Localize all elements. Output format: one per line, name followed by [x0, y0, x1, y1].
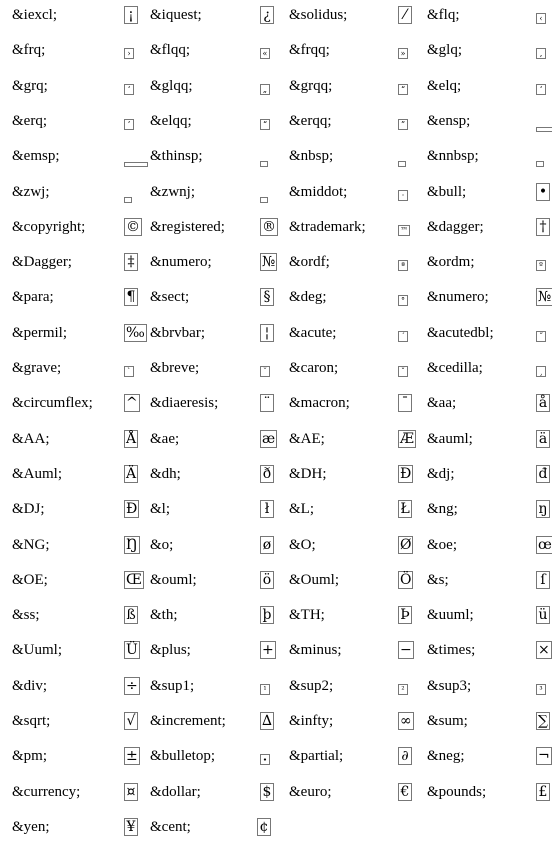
entity-name: &glqq;: [150, 77, 193, 94]
entity-name: &sqrt;: [12, 713, 51, 729]
entity-name: &ouml;: [150, 571, 197, 588]
entity-name: &flq;: [427, 7, 460, 23]
entity-glyph: ð: [260, 465, 274, 483]
entity-cell: [0, 144, 552, 179]
entity-glyph: Ŋ: [126, 536, 138, 553]
entity-name: &solidus;: [289, 7, 348, 23]
entity-name: &elq;: [427, 77, 462, 94]
entity-glyph: Þ: [398, 606, 412, 624]
entity-name: &dollar;: [150, 783, 201, 800]
entity-glyph: ¦: [260, 324, 274, 342]
entity-cell: [0, 638, 552, 673]
entity-name: &iexcl;: [12, 7, 57, 23]
entity-cell: [0, 321, 552, 356]
entity-cell: [0, 568, 552, 603]
entity-name: &trademark;: [289, 218, 366, 235]
entity-cell: [0, 109, 552, 144]
entity-glyph: ¨: [260, 394, 274, 412]
entity-name: &ng;: [427, 501, 458, 518]
entity-name: &sect;: [150, 289, 190, 306]
entity-name: &Ouml;: [289, 571, 340, 588]
entity-glyph: œ: [538, 536, 552, 553]
entity-glyph: ∞: [400, 713, 412, 729]
entity-glyph: ²: [398, 684, 408, 695]
entity-name: &increment;: [150, 713, 226, 729]
entity-glyph: ∑: [538, 713, 548, 729]
entity-name: &AE;: [289, 430, 325, 447]
entity-glyph: å: [536, 394, 550, 412]
entity-name: &para;: [12, 289, 54, 306]
entity-name: &minus;: [289, 642, 342, 659]
entity-name: &partial;: [289, 748, 344, 765]
entity-name: &circumflex;: [12, 395, 93, 412]
entity-glyph: ™: [400, 225, 408, 235]
entity-glyph: ¡: [124, 6, 138, 24]
entity-glyph: ä: [536, 430, 550, 448]
entity-name: &diaeresis;: [150, 395, 219, 412]
entity-name: &brvbar;: [150, 324, 205, 341]
entity-name: &bulletop;: [150, 748, 215, 765]
entity-cell: [0, 497, 552, 532]
entity-glyph: ‚: [536, 48, 546, 59]
entity-name: &numero;: [427, 289, 489, 306]
entity-glyph: Œ: [126, 571, 142, 588]
entity-glyph: †: [536, 218, 550, 236]
entity-glyph: ·: [398, 190, 408, 201]
entity-name: &times;: [427, 642, 476, 659]
entity-name: &sup3;: [427, 677, 472, 694]
entity-name: &o;: [150, 536, 174, 553]
entity-name: &euro;: [289, 783, 332, 800]
entity-name: &zwnj;: [150, 183, 195, 200]
entity-glyph: «: [260, 48, 270, 59]
entity-glyph: ’: [124, 119, 134, 130]
entity-name: &DH;: [289, 465, 327, 482]
entity-name: &DJ;: [12, 501, 45, 518]
entity-name: &ss;: [12, 607, 40, 624]
entity-cell: [0, 674, 552, 709]
entity-cell: [0, 603, 552, 638]
entity-glyph: þ: [260, 606, 274, 624]
entity-glyph: ”: [398, 119, 408, 130]
entity-name: &l;: [150, 501, 171, 518]
entity-name: &pounds;: [427, 783, 487, 800]
entity-name: &ordm;: [427, 254, 475, 271]
entity-name: &emsp;: [12, 148, 60, 165]
entity-name: &zwj;: [12, 183, 50, 200]
entity-glyph: ¬: [538, 748, 550, 765]
entity-name: &breve;: [150, 360, 200, 376]
entity-glyph: ^: [126, 395, 138, 412]
entity-glyph: £: [536, 783, 550, 801]
entity-name: &currency;: [12, 783, 81, 800]
entity-name: &macron;: [289, 395, 350, 412]
entity-cell: [0, 285, 552, 320]
entity-name: &permil;: [12, 324, 67, 341]
entity-name: &cent;: [150, 818, 191, 835]
entity-glyph: º: [536, 260, 546, 271]
entity-glyph: +: [262, 642, 274, 659]
entity-name: &O;: [289, 536, 316, 553]
entity-glyph: ÷: [126, 677, 138, 694]
entity-glyph: Đ: [126, 501, 138, 518]
entity-glyph: ¹: [260, 684, 270, 695]
entity-name: &Uuml;: [12, 642, 63, 659]
entity-name: &pm;: [12, 748, 48, 765]
entity-glyph: €: [398, 783, 412, 801]
entity-name: &caron;: [289, 360, 339, 376]
entity-cell: [0, 3, 552, 38]
entity-name: &Dagger;: [12, 254, 72, 271]
entity-glyph: ¸: [536, 366, 546, 377]
entity-cell: [0, 462, 552, 497]
entity-name: &registered;: [150, 218, 225, 235]
entity-name: &plus;: [150, 642, 191, 659]
entity-cell: [0, 215, 552, 250]
entity-cell: [0, 250, 552, 285]
entity-name: &NG;: [12, 536, 50, 553]
entity-name: &yen;: [12, 818, 50, 835]
entity-name: &sup2;: [289, 677, 334, 694]
entity-name: &oe;: [427, 536, 457, 553]
entity-glyph: [536, 127, 552, 132]
entity-glyph: −: [400, 642, 412, 659]
entity-name: &dj;: [427, 465, 455, 482]
entity-glyph: ˘: [260, 366, 270, 377]
entity-name: &L;: [289, 501, 314, 518]
entity-glyph: $: [260, 783, 274, 801]
entity-glyph: “: [398, 84, 408, 95]
entity-name: &uuml;: [427, 607, 474, 624]
entity-glyph: ü: [536, 606, 550, 624]
entity-glyph: Ł: [398, 500, 412, 518]
entity-glyph: •: [536, 183, 550, 201]
entity-glyph: ¶: [124, 288, 138, 306]
entity-glyph: ›: [124, 48, 134, 59]
entity-name: &erqq;: [289, 112, 332, 129]
entity-glyph: “: [260, 119, 270, 130]
entity-glyph: ∂: [398, 747, 412, 765]
entity-glyph: ‘: [536, 84, 546, 95]
entity-glyph: Ä: [126, 465, 137, 482]
entity-glyph: ∆: [260, 712, 274, 730]
entity-glyph: Ð: [400, 465, 412, 482]
entity-name: &auml;: [427, 430, 473, 447]
entity-name: &TH;: [289, 607, 325, 624]
entity-cell: [0, 180, 552, 215]
entity-glyph: ¿: [260, 6, 274, 24]
entity-name: &numero;: [150, 254, 212, 271]
entity-glyph: ö: [260, 571, 274, 589]
entity-name: &bull;: [427, 183, 467, 200]
entity-name: &th;: [150, 607, 178, 624]
entity-name: &deg;: [289, 289, 327, 306]
entity-glyph: ¥: [124, 818, 138, 836]
entity-glyph: ſ: [536, 571, 550, 589]
entity-name: &dagger;: [427, 218, 484, 235]
entity-name: &frq;: [12, 42, 46, 59]
entity-glyph: №: [538, 289, 552, 306]
entity-glyph: Ø: [400, 536, 412, 553]
entity-cell: [0, 815, 552, 850]
entity-glyph: ®: [262, 218, 276, 235]
entity-glyph: ª: [398, 260, 408, 271]
entity-glyph: °: [398, 295, 408, 306]
entity-name: &nnbsp;: [427, 148, 479, 165]
entity-name: &elqq;: [150, 112, 192, 129]
entity-name: &nbsp;: [289, 148, 334, 165]
entity-name: &s;: [427, 571, 449, 588]
entity-cell: [0, 744, 552, 779]
entity-glyph: [536, 161, 544, 167]
entity-glyph: №: [262, 254, 276, 271]
entity-glyph: Ö: [400, 571, 412, 588]
entity-name: &grq;: [12, 77, 48, 94]
entity-glyph: ¤: [124, 783, 138, 801]
entity-cell: [0, 709, 552, 744]
entity-glyph: đ: [536, 465, 550, 483]
entity-name: &ae;: [150, 430, 180, 447]
entity-glyph: „: [260, 84, 270, 95]
entity-glyph: ˇ: [398, 366, 408, 377]
entity-cell: [0, 391, 552, 426]
entity-glyph: æ: [262, 430, 276, 447]
entity-cell: [0, 427, 552, 462]
entity-glyph: ‘: [124, 84, 134, 95]
entity-name: &infty;: [289, 713, 334, 729]
entity-glyph: ‰: [126, 324, 145, 341]
entity-name: &grqq;: [289, 77, 333, 94]
entity-name: &neg;: [427, 748, 465, 765]
entity-glyph: »: [398, 48, 408, 59]
entity-glyph: §: [260, 288, 274, 306]
entity-glyph: Å: [126, 430, 137, 447]
entity-glyph: ø: [260, 536, 274, 554]
entity-glyph: √: [124, 712, 138, 730]
entity-cell: [0, 38, 552, 73]
entity-glyph: ©: [126, 218, 140, 235]
entity-glyph: ¢: [257, 818, 271, 836]
entity-name: &middot;: [289, 183, 348, 200]
entity-glyph: ł: [260, 500, 274, 518]
entity-name: &acutedbl;: [427, 324, 494, 341]
entity-glyph: ß: [124, 606, 138, 624]
entity-name: &thinsp;: [150, 148, 203, 165]
entity-glyph: ×: [538, 642, 550, 659]
entity-glyph: Æ: [400, 430, 415, 447]
entity-glyph: ¯: [398, 394, 412, 412]
entity-name: &OE;: [12, 571, 48, 588]
entity-glyph: ‹: [536, 13, 546, 24]
entity-name: &glq;: [427, 42, 463, 59]
entity-glyph: ±: [126, 748, 138, 765]
entity-cell: [0, 780, 552, 815]
entity-name: &flqq;: [150, 42, 190, 59]
entity-glyph: `: [124, 366, 134, 377]
entity-name: &ordf;: [289, 254, 330, 271]
entity-glyph: ∙: [260, 754, 270, 765]
entity-cell: [0, 533, 552, 568]
entity-name: &dh;: [150, 465, 181, 482]
entity-glyph: ³: [536, 684, 546, 695]
entity-glyph: ´: [398, 331, 408, 342]
entity-name: &ensp;: [427, 112, 471, 129]
entity-glyph: ŋ: [536, 500, 550, 518]
entity-name: &aa;: [427, 395, 457, 412]
entity-name: &Auml;: [12, 465, 63, 482]
entity-name: &frqq;: [289, 42, 330, 59]
entity-name: &acute;: [289, 324, 337, 341]
entity-name: &iquest;: [150, 7, 202, 23]
entity-name: &sum;: [427, 713, 468, 729]
entity-glyph: Ü: [126, 642, 138, 659]
entity-name: &AA;: [12, 430, 50, 447]
entity-name: &copyright;: [12, 218, 86, 235]
entity-glyph: ˝: [536, 331, 546, 342]
entity-cell: [0, 356, 552, 391]
entity-cell: [0, 74, 552, 109]
entity-name: &grave;: [12, 360, 62, 376]
entity-name: &sup1;: [150, 677, 195, 694]
entity-glyph: ⁄: [398, 6, 412, 24]
entity-name: &erq;: [12, 112, 47, 129]
entity-name: &cedilla;: [427, 360, 483, 376]
entity-name: &div;: [12, 677, 48, 694]
entity-glyph: ‡: [124, 253, 138, 271]
